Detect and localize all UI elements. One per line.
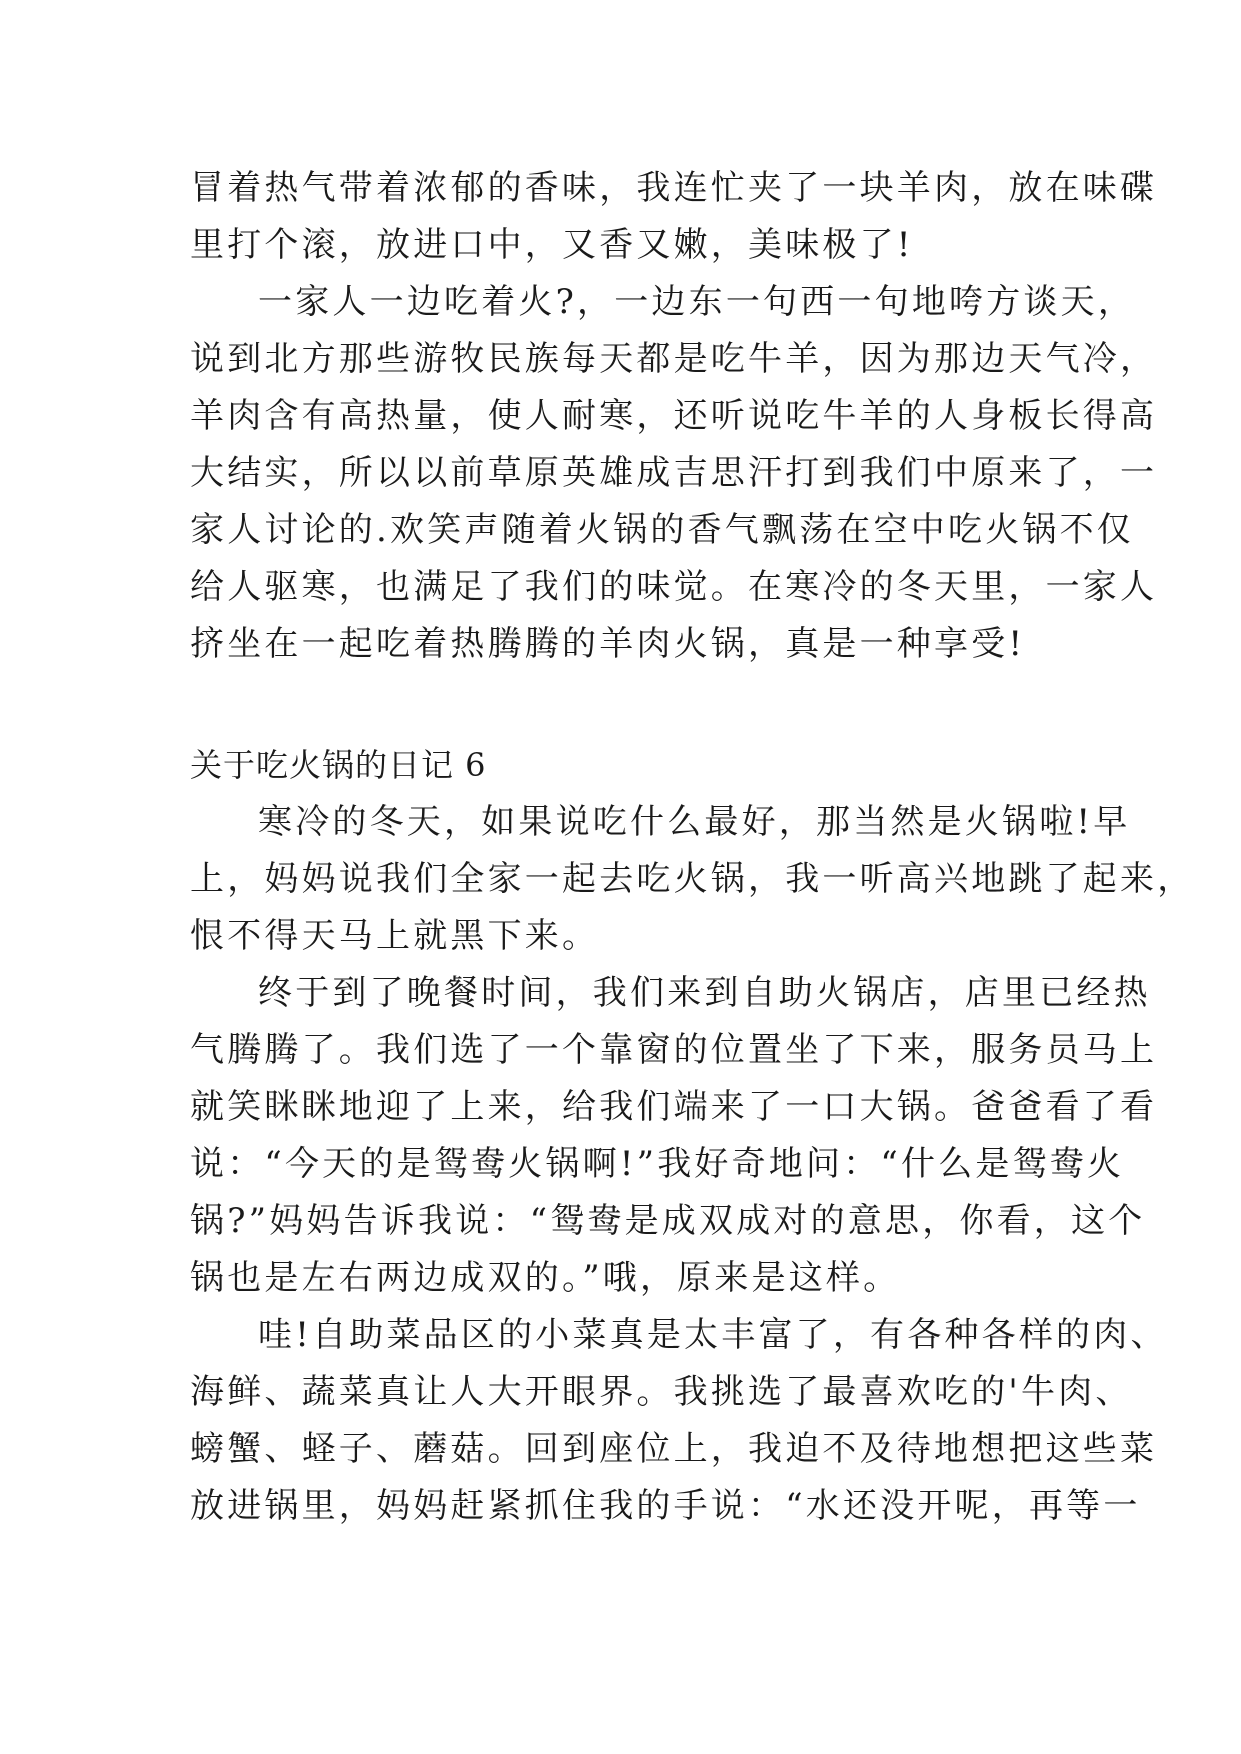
paragraph-line: 家人讨论的.欢笑声随着火锅的香气飘荡在空中吃火锅不仅	[190, 510, 1135, 550]
section-previous-entry	[190, 160, 1158, 673]
paragraph-line: 放进锅里，妈妈赶紧抓住我的手说：“水还没开呢，再等一	[190, 1486, 1141, 1526]
paragraph-line: 恨不得天马上就黑下来。	[190, 916, 600, 956]
paragraph-line: 说到北方那些游牧民族每天都是吃牛羊，因为那边天气冷，	[190, 339, 1158, 379]
section-title: 关于吃火锅的日记 6	[190, 746, 487, 784]
section-spacer	[190, 673, 1050, 737]
paragraph-line: 终于到了晚餐时间，我们来到自助火锅店，店里已经热	[258, 973, 1151, 1013]
paragraph-line: 里打个滚，放进口中，又香又嫩，美味极了!	[190, 225, 914, 265]
paragraph-line: 挤坐在一起吃着热腾腾的羊肉火锅，真是一种享受!	[190, 624, 1026, 664]
paragraph-line: 说：“今天的是鸳鸯火锅啊!”我好奇地问：“什么是鸳鸯火	[190, 1144, 1125, 1184]
paragraph-line: 大结实，所以以前草原英雄成吉思汗打到我们中原来了，一	[190, 453, 1158, 493]
paragraph-line: 锅?”妈妈告诉我说：“鸳鸯是成双成对的意思，你看，这个	[190, 1201, 1146, 1241]
paragraph-line: 哇!自助菜品区的小菜真是太丰富了，有各种各样的肉、	[258, 1315, 1168, 1355]
paragraph-line: 锅也是左右两边成双的。”哦，原来是这样。	[190, 1258, 901, 1298]
document-page	[190, 160, 1195, 1535]
paragraph-line: 气腾腾了。我们选了一个靠窗的位置坐了下来，服务员马上	[190, 1030, 1158, 1070]
paragraph-line: 螃蟹、蛏子、蘑菇。回到座位上，我迫不及待地想把这些菜	[190, 1429, 1158, 1469]
paragraph-line: 给人驱寒，也满足了我们的味觉。在寒冷的冬天里，一家人	[190, 567, 1158, 607]
paragraph-line: 羊肉含有高热量，使人耐寒，还听说吃牛羊的人身板长得高	[190, 396, 1158, 436]
section-diary-6	[190, 737, 1195, 1535]
paragraph-line: 一家人一边吃着火?，一边东一句西一句地咵方谈天，	[258, 282, 1136, 322]
paragraph-line: 寒冷的冬天，如果说吃什么最好，那当然是火锅啦!早	[258, 802, 1131, 842]
paragraph-line: 海鲜、蔬菜真让人大开眼界。我挑选了最喜欢吃的'牛肉、	[190, 1372, 1133, 1412]
paragraph-line: 上，妈妈说我们全家一起去吃火锅，我一听高兴地跳了起来，	[190, 859, 1195, 899]
paragraph-line: 冒着热气带着浓郁的香味，我连忙夹了一块羊肉，放在味碟	[190, 168, 1158, 208]
paragraph-line: 就笑眯眯地迎了上来，给我们端来了一口大锅。爸爸看了看	[190, 1087, 1158, 1127]
